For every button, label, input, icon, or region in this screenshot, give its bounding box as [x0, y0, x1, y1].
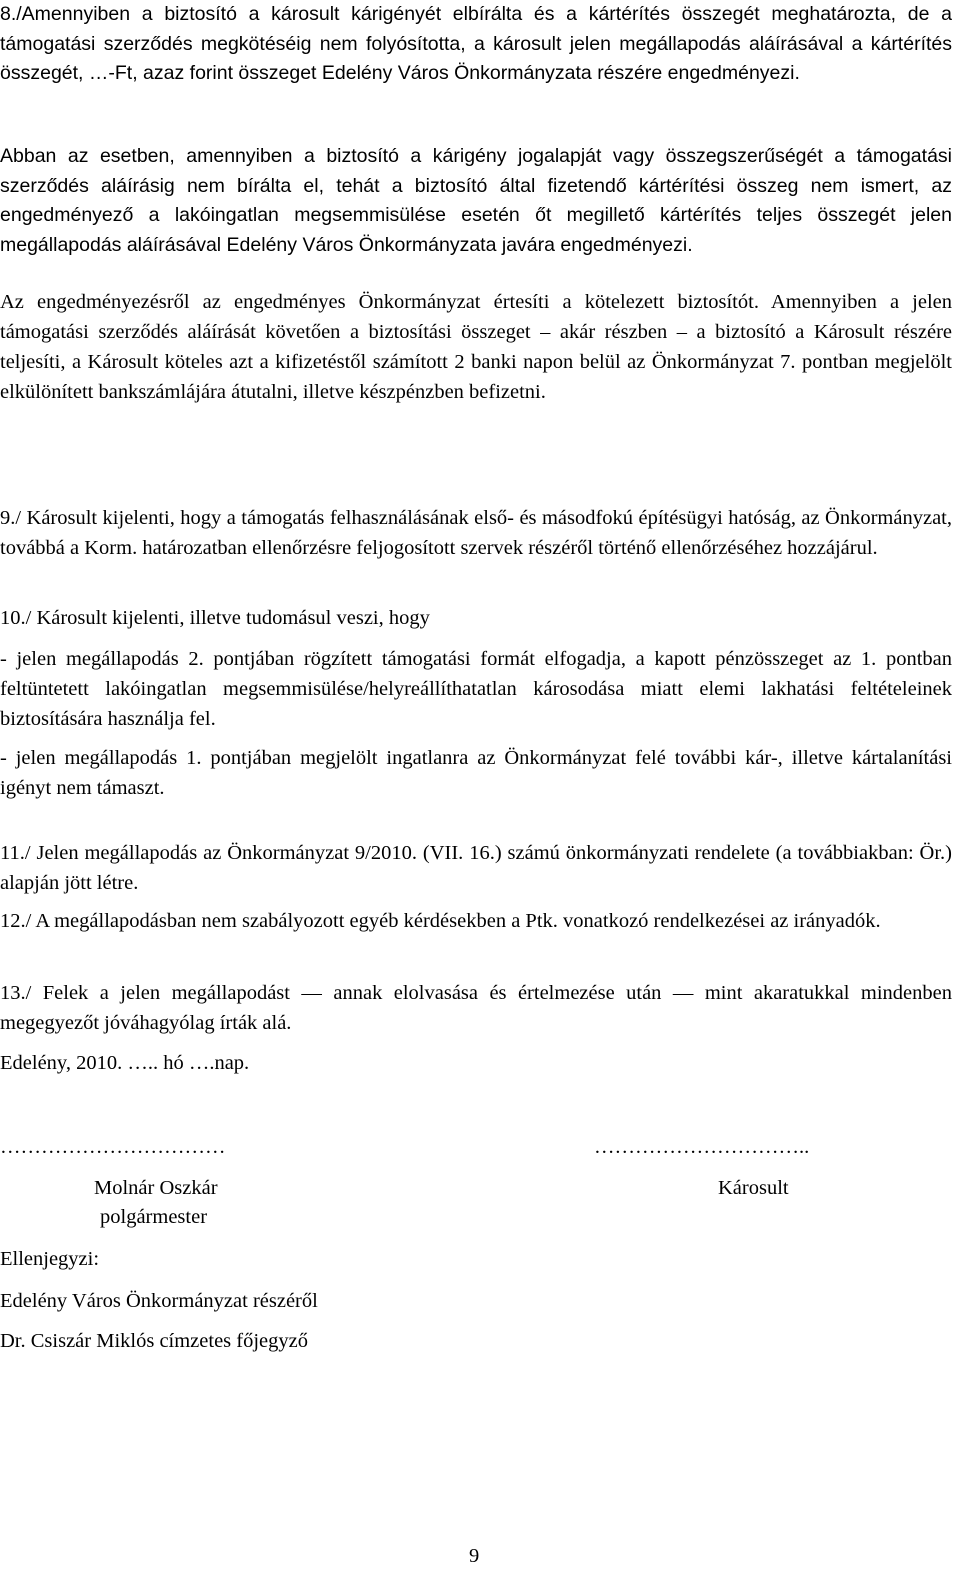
paragraph-8-notice: Az engedményezésről az engedményes Önkormányzat értesíti a kötelezett biztosítót. Amennyiben a jelen támogatási szerződés aláírását követően a biztosítási összeget – akár részben – a biztosító a Károsult részére teljesíti, a Károsult köteles azt a kifizetéstől számított 2 banki napon belül az Önkormányzat 7. pontban megjelölt elkülönített bankszámlájára átutalni, illetve készpénzben befizetni. [0, 291, 952, 403]
countersign-label: Ellenjegyzi: [0, 1248, 100, 1270]
page-number: 9 [469, 1545, 480, 1567]
signature-line-right: ………………………….. [594, 1136, 810, 1158]
signatory-name-mayor: Molnár Oszkár [94, 1177, 218, 1199]
countersign-notary: Dr. Csiszár Miklós címzetes főjegyző [0, 1330, 309, 1352]
paragraph-12: 12./ A megállapodásban nem szabályozott egyéb kérdésekben a Ptk. vonatkozó rendelkezései az irányadók. [0, 910, 881, 932]
paragraph-10-item-1: - jelen megállapodás 2. pontjában rögzített támogatási formát elfogadja, a kapott pénzösszeget az 1. pontban feltüntetett lakóingatlan megsemmisülése/helyreállíthatatlan károsodása miatt elemi lakhatási feltételeinek biztosítására használja fel. [0, 648, 952, 730]
signature-line-left: …………………………… [0, 1136, 226, 1158]
place-and-date: Edelény, 2010. ….. hó ….nap. [0, 1052, 250, 1074]
paragraph-13: 13./ Felek a jelen megállapodást — annak elolvasása és értelmezése után — mint akaratukkal mindenben megegyezőt jóváhagyólag írták alá. [0, 982, 952, 1034]
paragraph-10-item-2: - jelen megállapodás 1. pontjában megjelölt ingatlanra az Önkormányzat felé további kár-, illetve kártalanítási igényt nem támaszt. [0, 747, 952, 799]
signatory-name-claimant: Károsult [718, 1177, 789, 1199]
paragraph-8-case: Abban az esetben, amennyiben a biztosító a kárigény jogalapját vagy összegszerűségét a támogatási szerződés aláírásig nem bírálta el, tehát a biztosító által fizetendő kártérítési összeg nem ismert, az engedményező a lakóingatlan megsemmisülése esetén őt megillető kártérítés teljes összegét jelen megállapodás aláírásával Edelény Város Önkormányzata javára engedményezi. [0, 145, 952, 256]
paragraph-8: 8./Amennyiben a biztosító a károsult kárigényét elbírálta és a kártérítés összegét meghatározta, de a támogatási szerződés megkötéséig nem folyósította, a károsult jelen megállapodás aláírásával a kártérítés összegét, …-Ft, azaz forint összeget Edelény Város Önkormányzata részére engedményezi. [0, 3, 952, 84]
paragraph-11: 11./ Jelen megállapodás az Önkormányzat 9/2010. (VII. 16.) számú önkormányzati rendelete (a továbbiakban: Ör.) alapján jött létre. [0, 842, 952, 894]
countersign-on-behalf: Edelény Város Önkormányzat részéről [0, 1290, 318, 1312]
signatory-role-mayor: polgármester [100, 1206, 208, 1228]
paragraph-10: 10./ Károsult kijelenti, illetve tudomásul veszi, hogy [0, 607, 430, 629]
paragraph-9: 9./ Károsult kijelenti, hogy a támogatás felhasználásának első- és másodfokú építésügyi hatóság, az Önkormányzat, továbbá a Korm. határozatban ellenőrzésre feljogosított szervek részéről történő ellenőrzéséhez hozzájárul. [0, 507, 952, 559]
